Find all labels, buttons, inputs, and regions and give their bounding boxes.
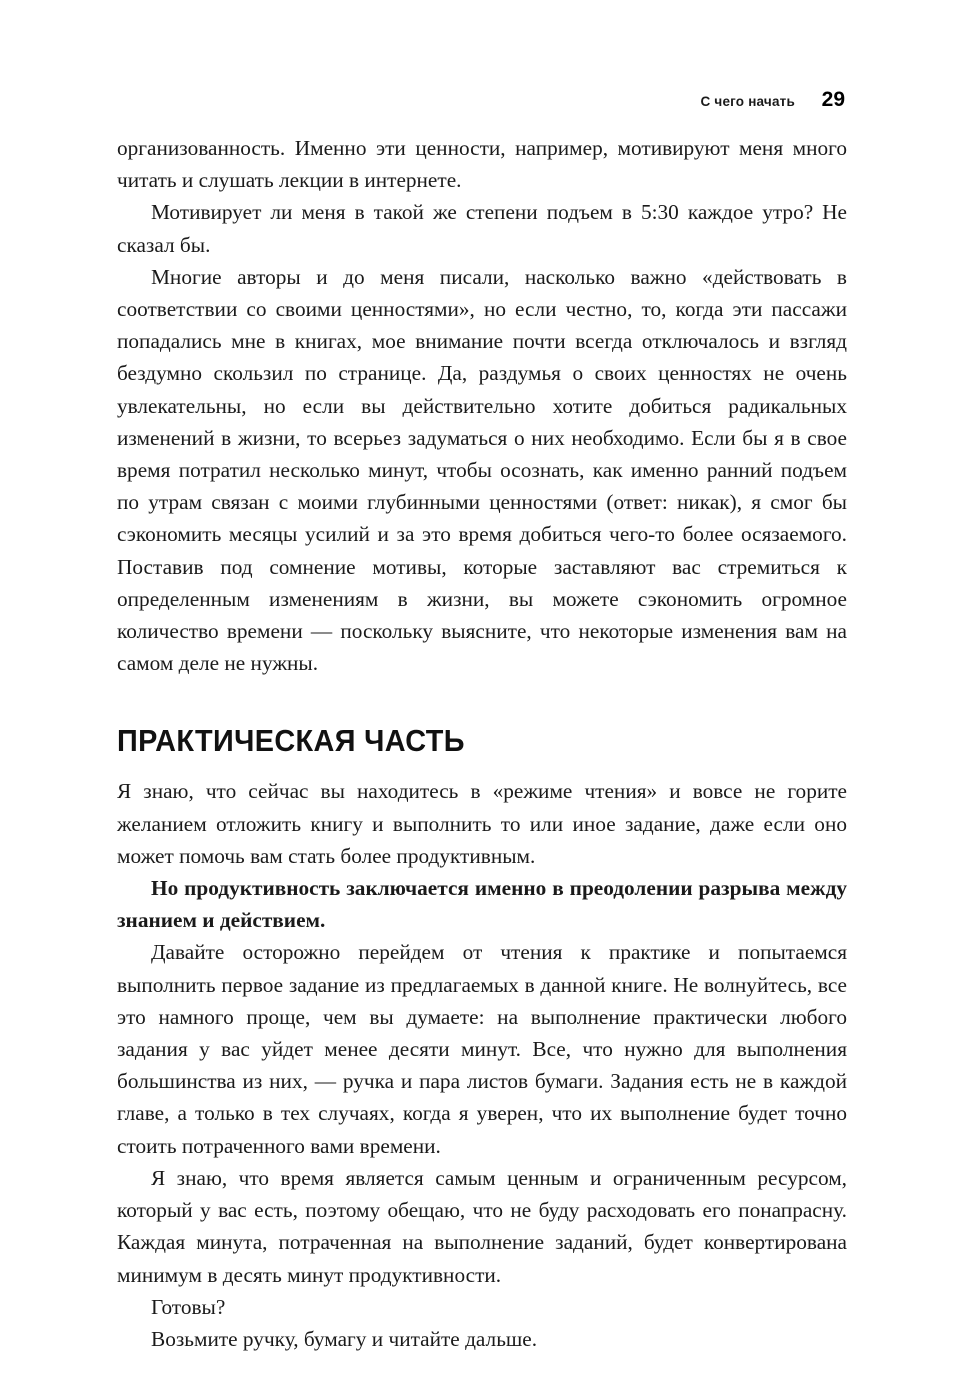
- running-head: [701, 88, 845, 112]
- paragraph: организованность. Именно эти ценности, например, мотивируют меня много читать и слушать лекции в интернете.: [117, 136, 847, 193]
- paragraph: Возьмите ручку, бумагу и читайте дальше.: [151, 1326, 538, 1351]
- paragraph: Мотивирует ли меня в такой же степени подъем в 5:30 каждое утро? Не сказал бы.: [117, 200, 847, 257]
- paragraph: Многие авторы и до меня писали, насколько важно «действовать в соответствии со своими ценностями», но если честно, то, когда эти пассажи попадались мне в книгах, мое внимание почти всегда отключалось и взгляд бездумно скользил по странице. Да, раздумья о своих ценностях не очень увлекательны, но если вы действительно хотите добиться радикальных изменений в жизни, то всерьез задуматься о них необходимо. Если бы я в свое время потратил несколько минут, чтобы осознать, как именно ранний подъем по утрам связан с моими глубинными ценностями (ответ: никак), я смог бы сэкономить месяцы усилий и за это время добиться чего-то более осязаемого. Поставив под сомнение мотивы, которые заставляют вас стремиться к определенным изменениям в жизни, вы можете сэкономить огромное количество времени — поскольку выясните, что некоторые изменения вам на самом деле не нужны.: [117, 264, 847, 676]
- paragraph: Давайте осторожно перейдем от чтения к практике и попытаемся выполнить первое задание из предлагаемых в данной книге. Не волнуйтесь, все это намного проще, чем вы думаете: на выполнение практически любого задания у вас уйдет менее десяти минут. Все, что нужно для выполнения большинства из них, — ручка и пара листов бумаги. Задания есть не в каждой главе, а только в тех случаях, когда я уверен, что их выполнение будет точно стоить потраченного вами времени.: [117, 940, 847, 1158]
- paragraph: Готовы?: [151, 1294, 226, 1319]
- section-heading: ПРАКТИЧЕСКАЯ ЧАСТЬ: [117, 723, 465, 759]
- paragraph-emphasis: Но продуктивность заключается именно в преодолении разрыва между знанием и действием.: [117, 876, 847, 933]
- page-content: [117, 132, 847, 1355]
- page-number: 29: [821, 88, 845, 111]
- paragraph: Я знаю, что сейчас вы находитесь в «режиме чтения» и вовсе не горите желанием отложить книгу и выполнить то или иное задание, даже если оно может помочь вам стать более продуктивным.: [117, 779, 847, 868]
- paragraph: Я знаю, что время является самым ценным и ограниченным ресурсом, который у вас есть, поэтому обещаю, что не буду расходовать его понапрасну. Каждая минута, потраченная на выполнение заданий, будет конвертирована минимум в десять минут продуктивности.: [117, 1165, 847, 1287]
- chapter-title: С чего начать: [700, 94, 795, 109]
